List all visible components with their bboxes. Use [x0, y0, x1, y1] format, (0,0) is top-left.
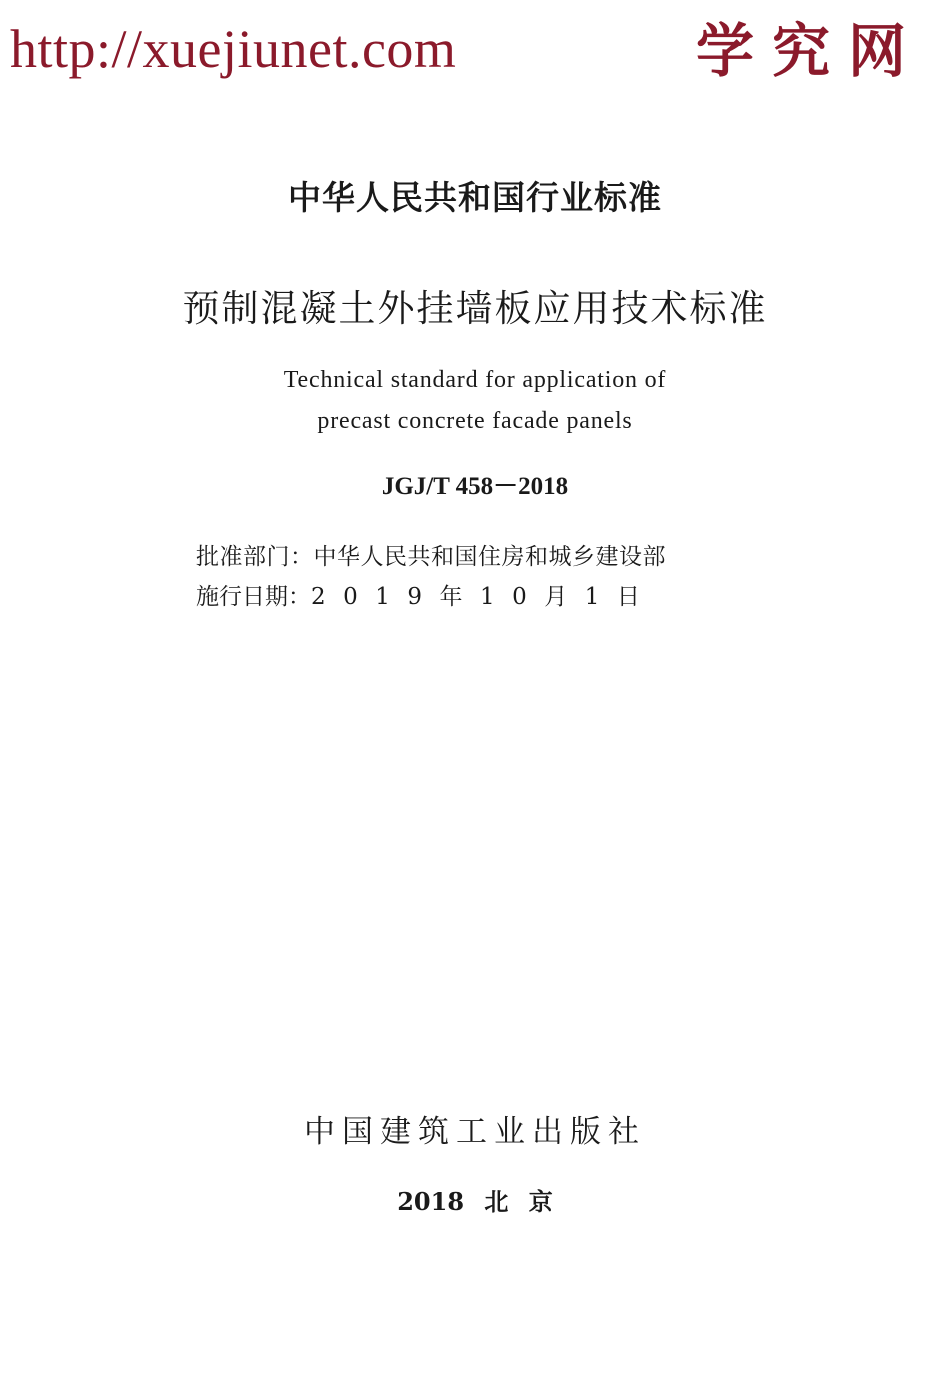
document-title-chinese: 预制混凝土外挂墙板应用技术标准 — [182, 287, 768, 330]
standard-series: 中华人民共和国行业标准 — [288, 178, 662, 217]
standard-code: JGJ/T 458－2018 — [381, 473, 569, 500]
english-title-line-2: precast concrete facade panels — [317, 408, 633, 434]
publisher: 中国建筑工业出版社 — [304, 1114, 646, 1150]
effective-date — [196, 578, 657, 611]
publication-place-year: 2018 北 京 — [397, 1187, 553, 1216]
english-title-line-1: Technical standard for application of — [283, 367, 667, 393]
approval-department — [196, 538, 666, 571]
effective-value: 2019年10月1日 — [311, 584, 658, 610]
document-title-english — [0, 360, 950, 442]
effective-label: 施行日期： — [196, 584, 311, 610]
approval-label: 批准部门： — [196, 544, 314, 570]
approval-value: 中华人民共和国住房和城乡建设部 — [313, 544, 666, 570]
watermark-url: http://xuejiunet.com — [10, 19, 457, 79]
watermark-logo: 学究网 — [695, 17, 924, 85]
